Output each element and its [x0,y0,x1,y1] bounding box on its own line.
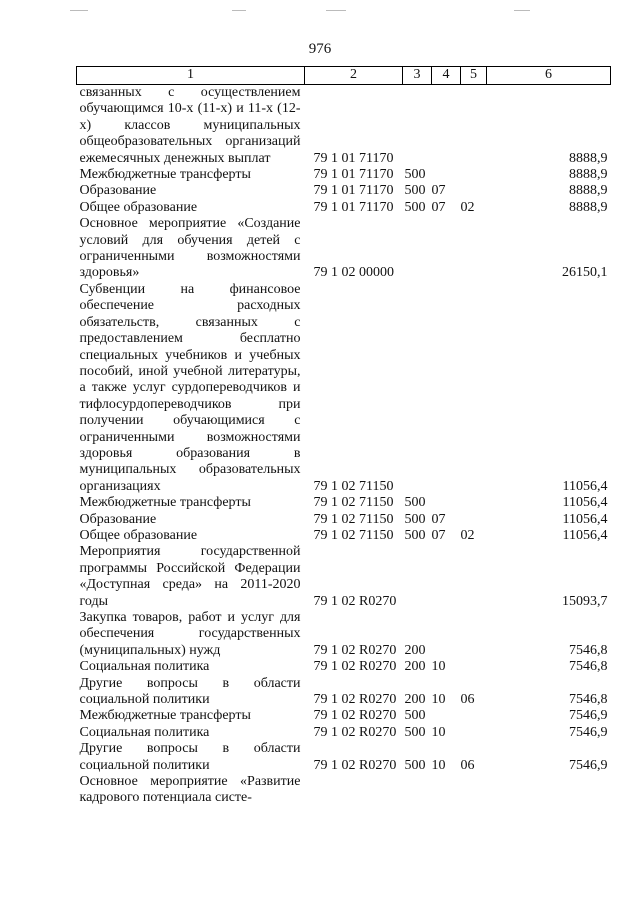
row-code: 79 1 01 71170 [313,183,394,199]
row-subsection [461,167,487,183]
table-row [77,708,611,724]
column-header: 3 [403,67,432,85]
row-section: 07 [431,183,446,199]
row-section [432,708,461,724]
row-type: 500 [404,167,426,183]
column-header: 5 [461,67,487,85]
row-type: 500 [404,757,426,773]
column-header: 4 [432,67,461,85]
row-subsection [461,725,487,741]
row-name: Общее образование [79,527,198,543]
row-name: Общее образование [79,199,198,215]
row-code: 79 1 02 71150 [313,478,394,494]
row-code: 79 1 02 R0270 [313,724,397,740]
row-section [432,282,461,495]
table-row [77,610,611,659]
table-row [77,725,611,741]
row-amount: 7546,8 [569,642,608,658]
row-type: 500 [404,495,426,511]
row-section: 10 [431,757,446,773]
row-name: Другие вопросы в области социальной политики [79,675,301,708]
row-subsection [461,495,487,511]
column-header: 6 [487,67,611,85]
row-subsection: 02 [460,199,475,215]
row-type [403,216,432,282]
row-type: 500 [404,183,426,199]
row-section: 07 [431,199,446,215]
row-subsection [461,216,487,282]
row-type: 200 [404,692,426,708]
row-subsection [461,183,487,199]
row-name: Межбюджетные трансферты [79,167,251,183]
column-header: 2 [305,67,403,85]
row-name: Основное мероприятие «Развитие кадрового потенциала систе- [79,774,301,806]
row-amount: 11056,4 [562,478,608,494]
scan-artifact [514,10,530,11]
row-section: 10 [431,724,446,740]
row-amount: 8888,9 [569,183,608,199]
table-row [77,495,611,511]
table-row [77,216,611,282]
row-code: 79 1 01 71170 [313,199,394,215]
row-subsection [461,610,487,659]
table-row [77,659,611,675]
row-subsection [461,282,487,495]
row-amount: 7546,9 [569,757,608,773]
row-section [432,85,461,168]
row-amount: 7546,8 [569,692,608,708]
row-code: 79 1 02 R0270 [313,593,397,609]
table-body [77,85,611,807]
row-amount: 8888,9 [569,167,608,183]
row-type [403,774,432,807]
row-type: 500 [404,708,426,724]
row-name: Другие вопросы в области социальной политики [79,741,301,773]
row-subsection [461,512,487,528]
scan-artifact [70,10,88,11]
row-name: Мероприятия государственной программы Российской Федерации «Доступная среда» на 2011-2020 годы [79,544,301,609]
row-type: 500 [404,199,426,215]
table-row [77,183,611,199]
row-section [432,495,461,511]
row-amount: 15093,7 [562,593,608,609]
row-type: 500 [404,724,426,740]
row-subsection [461,544,487,610]
row-code: 79 1 02 R0270 [313,708,397,724]
row-section: 10 [431,659,446,675]
row-name: Межбюджетные трансферты [79,708,251,724]
table-row [77,774,611,807]
row-amount [487,774,611,807]
row-amount: 8888,9 [569,150,608,166]
row-type: 200 [404,659,426,675]
scan-artifact [326,10,346,11]
row-name: Субвенции на финансовое обеспечение расходных обязательств, связанных с предоставлением бесплатно специальных учебников и учебных пособий, иной учебной литературы, а также услуг сурдопереводчиков и тифлосурдопереводчиков при получении обучающимися с ограниченными возможностями здоровья образования в муниципальных образовательных организациях [79,281,301,494]
row-amount: 11056,4 [562,527,608,543]
row-name: Межбюджетные трансферты [79,495,251,511]
row-code: 79 1 01 71170 [313,167,394,183]
row-name: связанных с осуществлением обучающимся 10-х (11-х) и 11-х (12-х) классов муниципальных общеобразовательных организаций ежемесячных денежных выплат [79,85,301,166]
row-amount: 26150,1 [562,265,608,281]
row-subsection: 06 [460,692,475,708]
table-row [77,167,611,183]
row-name: Образование [79,183,157,199]
row-section: 07 [431,511,446,527]
row-code: 79 1 02 R0270 [313,659,397,675]
table-row [77,544,611,610]
row-code: 79 1 02 71150 [313,527,394,543]
table-row [77,741,611,774]
row-name: Социальная политика [79,724,210,740]
table-row [77,200,611,216]
row-name: Образование [79,511,157,527]
row-code: 79 1 02 71150 [313,511,394,527]
row-section: 07 [431,527,446,543]
scan-artifact [232,10,246,11]
table-row [77,676,611,709]
row-section [432,167,461,183]
row-type [403,282,432,495]
row-code [305,774,403,807]
row-subsection [461,774,487,807]
row-amount: 11056,4 [562,495,608,511]
row-amount: 11056,4 [562,511,608,527]
table-row [77,512,611,528]
row-name: Основное мероприятие «Создание условий для обучения детей с ограниченными возможностями здоровья» [79,216,301,281]
row-code: 79 1 02 R0270 [313,642,397,658]
row-name: Социальная политика [79,659,210,675]
table-row [77,282,611,495]
table-header [77,67,611,85]
table-row [77,85,611,168]
row-subsection [461,708,487,724]
row-subsection: 06 [460,757,475,773]
row-section [432,544,461,610]
row-type: 200 [404,642,426,658]
row-amount: 8888,9 [569,199,608,215]
page-number: 976 [308,41,332,57]
row-name: Закупка товаров, работ и услуг для обеспечения государственных (муниципальных) нужд [79,610,301,658]
column-header: 1 [77,67,305,85]
row-section [432,610,461,659]
row-amount: 7546,9 [569,708,608,724]
row-code: 79 1 02 71150 [313,495,394,511]
row-type: 500 [404,511,426,527]
row-type [403,544,432,610]
row-subsection: 02 [460,527,475,543]
table-row [77,528,611,544]
row-type: 500 [404,527,426,543]
row-section: 10 [431,692,446,708]
budget-table [76,66,611,807]
row-section [432,216,461,282]
row-code: 79 1 01 71170 [313,150,394,166]
row-code: 79 1 02 00000 [313,265,394,281]
row-subsection [461,85,487,168]
row-amount: 7546,9 [569,724,608,740]
row-section [432,774,461,807]
row-type [403,85,432,168]
row-code: 79 1 02 R0270 [313,692,397,708]
row-subsection [461,659,487,675]
row-code: 79 1 02 R0270 [313,757,397,773]
row-amount: 7546,8 [569,659,608,675]
